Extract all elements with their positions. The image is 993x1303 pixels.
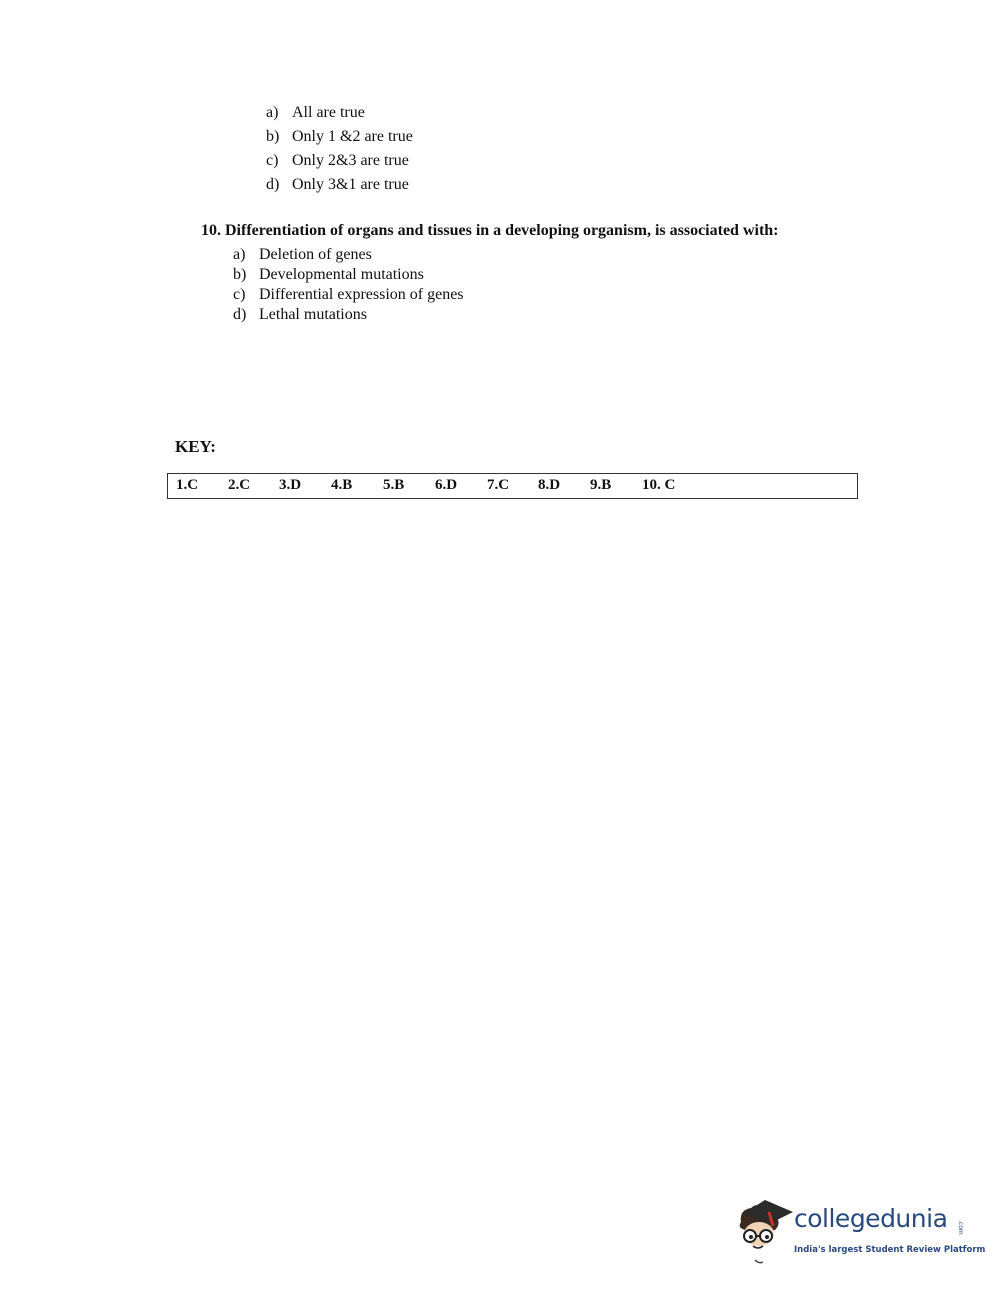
option-label: a) [266, 104, 279, 121]
key-answer-7: 7.C [487, 477, 510, 493]
option-text: All are true [292, 104, 365, 121]
option-text: Lethal mutations [259, 306, 367, 323]
option-label: b) [233, 266, 247, 283]
option-text: Deletion of genes [259, 246, 372, 263]
option-text: Developmental mutations [259, 266, 424, 283]
key-answer-4: 4.B [331, 477, 353, 493]
question-10-title: 10. Differentiation of organs and tissues in a developing organism, is associated with: [201, 222, 779, 239]
key-answer-5: 5.B [383, 477, 405, 493]
key-answer-3: 3.D [279, 477, 302, 493]
collegedunia-logo [735, 1196, 986, 1268]
option-label: d) [233, 306, 247, 323]
option-text: Only 2&3 are true [292, 152, 409, 169]
key-answer-6: 6.D [435, 477, 458, 493]
option-text: Differential expression of genes [259, 286, 464, 303]
logo-wordmark: collegedunia [794, 1204, 948, 1233]
prev-option-d [266, 175, 409, 195]
q10-option-a [233, 245, 372, 265]
prev-option-a [266, 103, 365, 123]
key-title: KEY: [175, 437, 216, 456]
key-answer-2: 2.C [228, 477, 251, 493]
key-answer-1: 1.C [176, 477, 199, 493]
option-text: Only 1 &2 are true [292, 128, 413, 145]
q10-option-c [233, 285, 464, 305]
key-answer-10: 10. C [642, 477, 676, 493]
mascot-icon [735, 1196, 795, 1268]
key-answer-9: 9.B [590, 477, 612, 493]
key-answer-8: 8.D [538, 477, 561, 493]
option-label: b) [266, 128, 280, 145]
option-label: d) [266, 176, 280, 193]
option-text: Only 3&1 are true [292, 176, 409, 193]
answer-key-table [167, 473, 858, 499]
option-label: a) [233, 246, 246, 263]
prev-option-b [266, 127, 413, 147]
q10-option-d [233, 305, 367, 325]
logo-tagline: India's largest Student Review Platform [794, 1245, 986, 1255]
logo-com: .com [957, 1220, 964, 1235]
option-label: c) [233, 286, 246, 303]
q10-option-b [233, 265, 424, 285]
prev-option-c [266, 151, 409, 171]
option-label: c) [266, 152, 279, 169]
